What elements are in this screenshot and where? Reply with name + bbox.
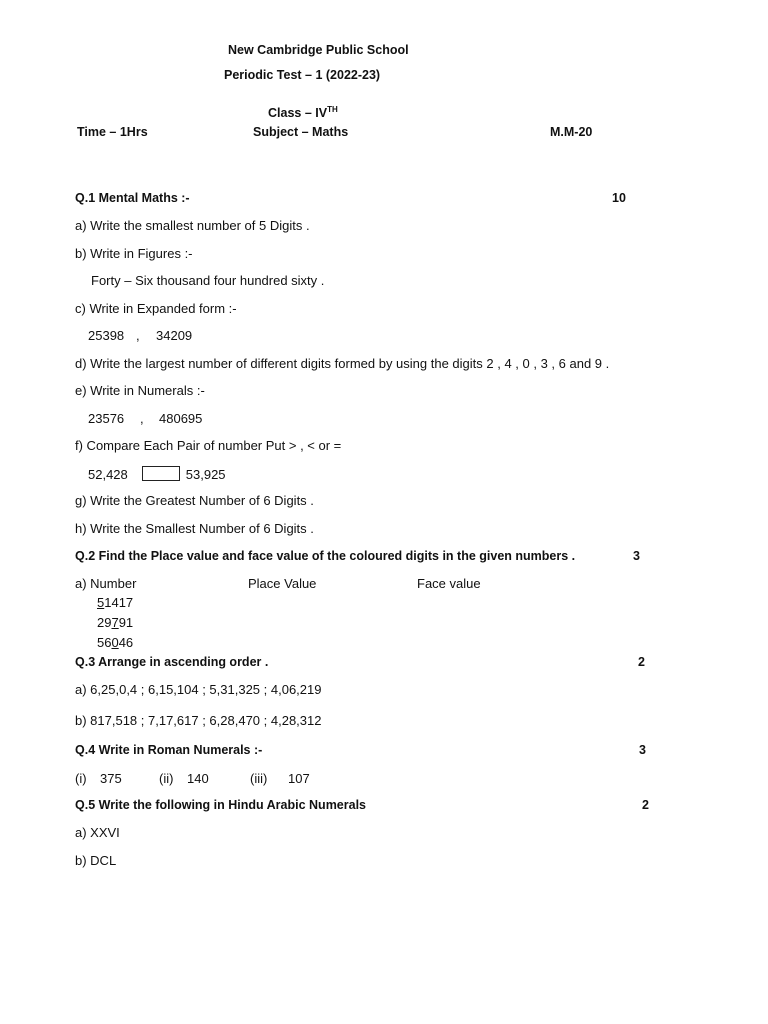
q1-a: a) Write the smallest number of 5 Digits .	[75, 218, 310, 233]
q1-c-value-1: 25398	[88, 328, 125, 343]
coloured-digit: 7	[111, 615, 119, 630]
q2-title: Q.2 Find the Place value and face value of the coloured digits in the given numbers .	[75, 549, 576, 563]
q3-marks: 2	[638, 655, 645, 669]
q3-a: a) 6,25,0,4 ; 6,15,104 ; 5,31,325 ; 4,06,219	[75, 682, 322, 697]
q1-f-left-number: 52,428	[88, 467, 128, 482]
q2-col-number: a) Number	[75, 576, 137, 591]
q1-f: f) Compare Each Pair of number Put > , < or =	[75, 438, 342, 453]
school-name: New Cambridge Public School	[228, 43, 409, 57]
q1-e-value-2: 480695	[159, 411, 203, 426]
q2-col-face-value: Face value	[417, 576, 481, 591]
q5-title: Q.5 Write the following in Hindu Arabic Numerals	[75, 798, 367, 812]
q5-b: b) DCL	[75, 853, 117, 868]
q4-i-value: 375	[100, 771, 122, 786]
q4-marks: 3	[639, 743, 646, 757]
time-label: Time – 1Hrs	[77, 125, 148, 139]
subject-label: Subject – Maths	[253, 125, 349, 139]
q3-title: Q.3 Arrange in ascending order .	[75, 655, 269, 669]
q1-c-separator: ,	[136, 328, 140, 343]
max-marks: M.M-20	[550, 125, 593, 139]
q2-marks: 3	[633, 549, 640, 563]
q1-b: b) Write in Figures :-	[75, 246, 193, 261]
coloured-digit: 0	[111, 635, 119, 650]
q1-f-right-number: 53,925	[185, 467, 226, 482]
q3-b: b) 817,518 ; 7,17,617 ; 6,28,470 ; 4,28,312	[75, 713, 322, 728]
class-label: Class – IVTH	[268, 105, 338, 121]
q4-title: Q.4 Write in Roman Numerals :-	[75, 743, 263, 757]
q1-e-separator: ,	[140, 411, 144, 426]
q1-c: c) Write in Expanded form :-	[75, 301, 237, 316]
compare-answer-box[interactable]	[142, 466, 180, 481]
q1-title: Q.1 Mental Maths :-	[75, 191, 190, 205]
q1-h: h) Write the Smallest Number of 6 Digits .	[75, 521, 314, 536]
q4-ii-value: 140	[187, 771, 209, 786]
q1-f-compare	[88, 466, 226, 482]
q2-row-3: 56046	[97, 635, 134, 650]
q2-row-2: 29791	[97, 615, 134, 630]
q5-marks: 2	[642, 798, 649, 812]
q1-b-answer: Forty – Six thousand four hundred sixty .	[91, 273, 325, 288]
q5-a: a) XXVI	[75, 825, 120, 840]
q1-marks: 10	[612, 191, 626, 205]
q2-col-place-value: Place Value	[248, 576, 317, 591]
q1-c-value-2: 34209	[156, 328, 193, 343]
q4-i-label: (i)	[75, 771, 87, 786]
q4-ii-label: (ii)	[159, 771, 174, 786]
q2-row-1: 51417	[97, 595, 134, 610]
q4-iii-label: (iii)	[250, 771, 268, 786]
test-title: Periodic Test – 1 (2022-23)	[224, 68, 381, 82]
q1-d: d) Write the largest number of different digits formed by using the digits 2 , 4 , 0 , 3 , 6 and 9 .	[75, 356, 610, 371]
q1-g: g) Write the Greatest Number of 6 Digits .	[75, 493, 314, 508]
coloured-digit: 5	[97, 595, 105, 610]
q4-iii-value: 107	[288, 771, 310, 786]
q1-e-value-1: 23576	[88, 411, 125, 426]
q1-e: e) Write in Numerals :-	[75, 383, 205, 398]
